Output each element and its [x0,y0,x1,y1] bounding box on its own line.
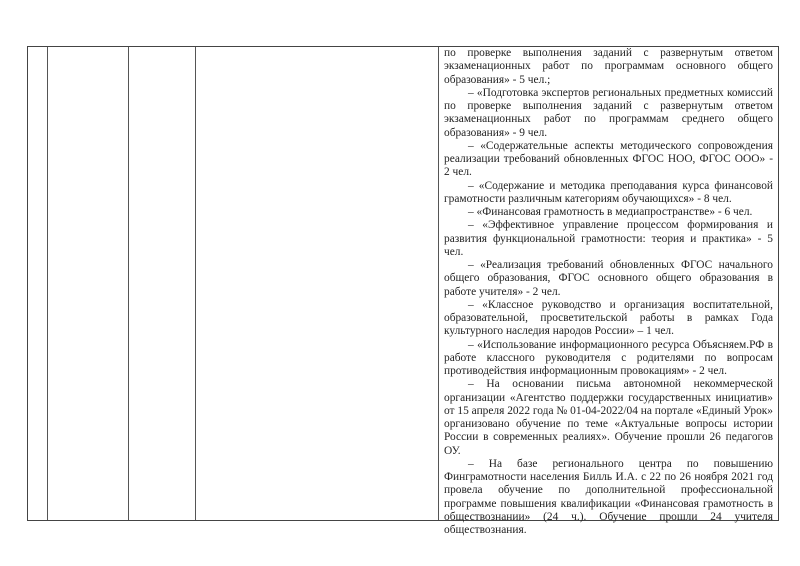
column-divider [128,47,129,520]
column-divider [47,47,48,520]
paragraph: – На базе регионального центра по повышению Финграмотности населения Билль И.А. с 22 по 26 ноября 2021 год провела обучение по дополнительной профессиональной программе повышения квалификации «Финансовая грамотность в обществознании» (24 ч.). Обучение прошли 24 учителя обществознания. [444,457,773,536]
column-divider [195,47,196,520]
paragraph: – «Финансовая грамотность в медиапространстве» - 6 чел. [468,206,753,218]
description-cell [439,47,778,536]
paragraph: – На основании письма автономной некоммерческой организации «Агентство поддержки государственных инициатив» от 15 апреля 2022 года № 01-04-2022/04 на портале «Единый Урок» организовано обучение по теме «Актуальные вопросы истории России в современных реалиях». Обучение прошли 26 педагогов ОУ. [444,378,773,457]
paragraph: – «Классное руководство и организация воспитательной, образовательной, просветительской работы в рамках Года культурного наследия народов России» – 1 чел. [444,298,773,338]
paragraph: – «Использование информационного ресурса Объясняем.РФ в работе классного руководителя с родителями по вопросам противодействия информационным провокациям» - 2 чел. [444,338,773,377]
paragraph: – «Содержательные аспекты методического сопровождения реализации требований обновленных ФГОС НОО, ФГОС ООО» - 2 чел. [444,139,773,179]
document-table [27,46,779,536]
paragraph: – «Подготовка экспертов региональных предметных комиссий по проверке выполнения заданий с развернутым ответом экзаменационных работ по программам среднего общего образования» - 9 чел. [444,86,773,139]
paragraph: по проверке выполнения заданий с развернутым ответом экзаменационных работ по программам основного общего образования» - 5 чел.; [444,47,773,86]
paragraph: – «Содержание и методика преподавания курса финансовой грамотности различным категориям обучающихся» - 8 чел. [444,179,773,205]
paragraph: – «Эффективное управление процессом формирования и развития функциональной грамотности: теория и практика» - 5 чел. [444,219,773,258]
paragraph: – «Реализация требований обновленных ФГОС начального общего образования, ФГОС основного общего образования в работе учителя» - 2 чел. [444,259,773,298]
